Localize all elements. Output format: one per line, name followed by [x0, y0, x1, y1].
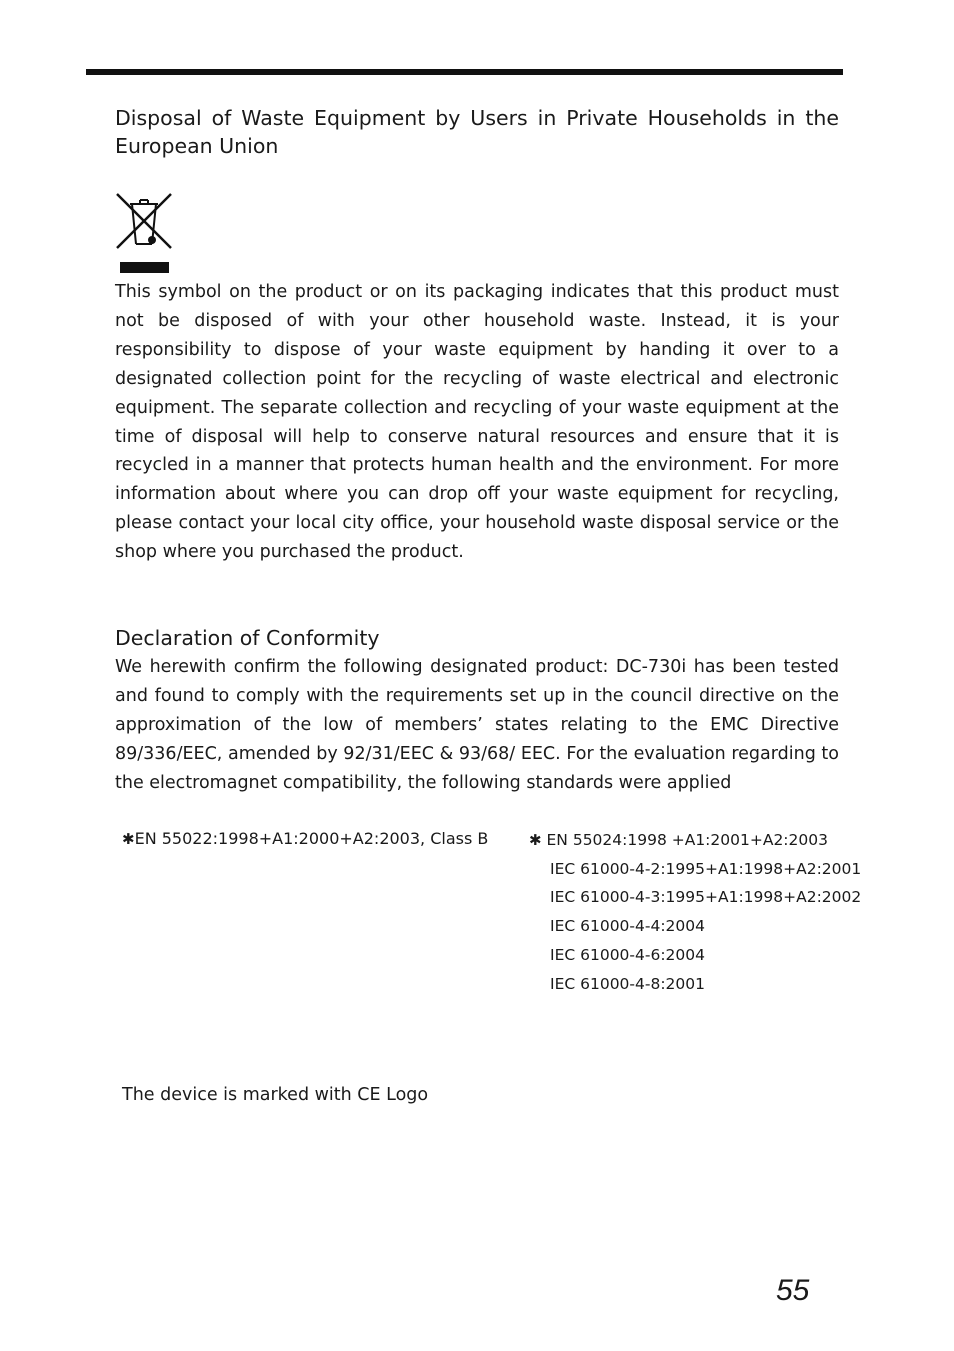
sub-standard: IEC 61000-4-2:1995+A1:1998+A2:2001 [550, 860, 862, 878]
ce-logo-note: The device is marked with CE Logo [122, 1085, 429, 1105]
declaration-title: Declaration of Conformity [115, 626, 380, 650]
weee-title: Disposal of Waste Equipment by Users in Private Households in the European Union [115, 106, 839, 158]
top-rule [86, 69, 843, 75]
crossed-out-wheelie-bin-icon [115, 192, 173, 274]
page-number: 55 [776, 1274, 810, 1307]
bullet-star-icon: ✱ [529, 831, 542, 849]
bullet-star-icon: ✱ [122, 830, 135, 848]
standard-left [122, 829, 488, 849]
weee-body-text: This symbol on the product or on its packaging indicates that this product must not be disposed of with your other household waste. Instead, it is your responsibility to dispose of your waste equipment by handing it over to a designated collection point for the recycling of waste electrical and electronic equipment. The separate collection and recycling of your waste equipment at the time of disposal will help to conserve natural resources and ensure that it is recycled in a manner that protects human health and the environment. For more information about where you can drop off your waste equipment for recycling, please contact your local city office, your household waste disposal service or the shop where you purchased the product. [115, 282, 839, 563]
sub-standard: IEC 61000-4-3:1995+A1:1998+A2:2002 [550, 888, 862, 906]
sub-standard: IEC 61000-4-8:2001 [550, 975, 705, 993]
standard-left-label: EN 55022:1998+A1:2000+A2:2003, Class B [134, 829, 489, 848]
standard-right-label: EN 55024:1998 +A1:2001+A2:2003 [546, 831, 828, 849]
sub-standard: IEC 61000-4-4:2004 [550, 917, 705, 935]
sub-standard: IEC 61000-4-6:2004 [550, 946, 705, 964]
standard-right [529, 830, 828, 850]
declaration-body-text: We herewith confirm the following designated product: DC-730i has been tested and found to comply with the requirements set up in the council directive on the approximation of the low of members’ states relating to the EMC Directive 89/336/EEC, amended by 92/31/EEC & 93/68/ EEC. For the evaluation regarding to the electromagnet compatibility, the following standards were applied [115, 657, 839, 793]
